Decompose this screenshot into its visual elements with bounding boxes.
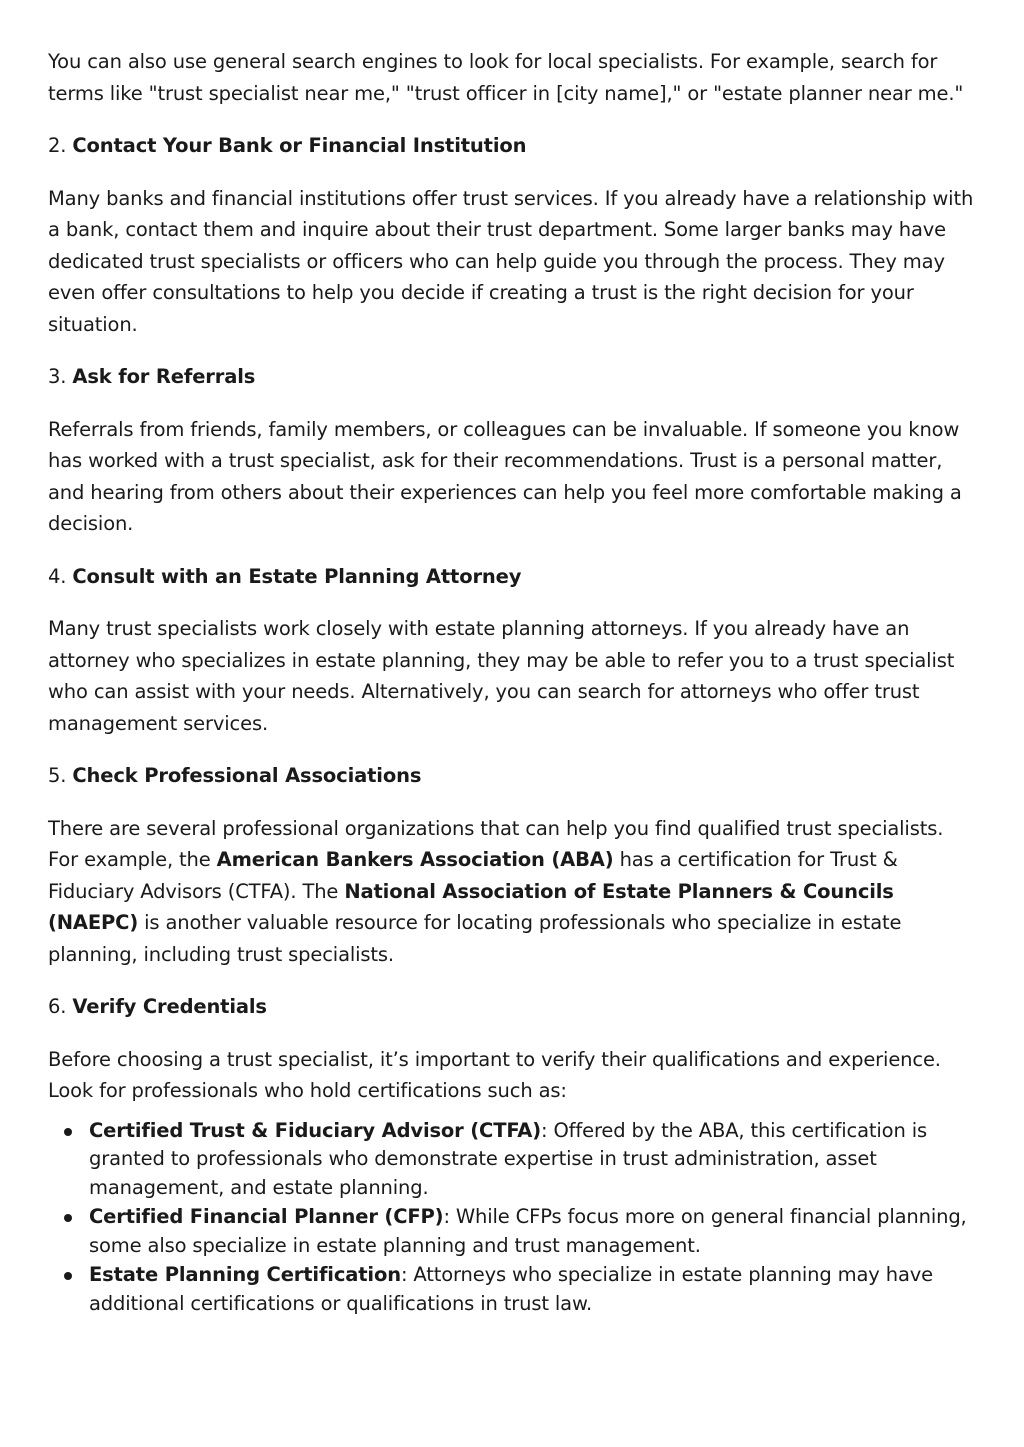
section-body-5 [48, 813, 976, 971]
certification-description: : While CFPs focus more on general financial planning, some also specialize in estate planning and trust management. [89, 1205, 967, 1257]
bullet-icon [64, 1214, 72, 1222]
body-text: has a certification for Trust & Fiduciary Advisors (CTFA). The [48, 848, 898, 903]
certification-term: Certified Trust & Fiduciary Advisor (CTFA) [89, 1118, 541, 1142]
section-heading-3 [48, 361, 976, 393]
list-item [48, 1203, 976, 1260]
list-item [48, 1261, 976, 1318]
section-body-6: Before choosing a trust specialist, it’s important to verify their qualifications and experience. Look for professionals who hold certifications such as: [48, 1047, 941, 1102]
section-number: 6. [48, 995, 67, 1018]
section-heading-4 [48, 561, 976, 593]
section-number: 3. [48, 365, 67, 388]
body-text: is another valuable resource for locating professionals who specialize in estate planning, including trust specialists. [48, 911, 902, 966]
body-text: There are several professional organizations that can help you find qualified trust specialists. For example, the [48, 816, 944, 871]
intro-paragraph: You can also use general search engines to look for local specialists. For example, search for terms like "trust specialist near me," "trust officer in [city name]," or "estate planner near me." [48, 50, 964, 105]
section-body-2: Many banks and financial institutions offer trust services. If you already have a relationship with a bank, contact them and inquire about their trust department. Some larger banks may have dedicated trust specialists or officers who can help guide you through the process. They may even offer consultations to help you decide if creating a trust is the right decision for your situation. [48, 186, 974, 336]
bullet-icon [64, 1128, 72, 1136]
bullet-icon [64, 1272, 72, 1280]
section-title: Ask for Referrals [72, 365, 256, 388]
certification-list [48, 1117, 976, 1319]
certification-description: : Offered by the ABA, this certification is granted to professionals who demonstrate expertise in trust administration, asset management, and estate planning. [89, 1118, 927, 1199]
section-body-3: Referrals from friends, family members, or colleagues can be invaluable. If someone you know has worked with a trust specialist, ask for their recommendations. Trust is a personal matter, and hearing from others about their experiences can help you feel more comfortable making a decision. [48, 417, 962, 535]
organization-name: American Bankers Association (ABA) [216, 848, 614, 871]
section-heading-2 [48, 130, 976, 162]
section-number: 2. [48, 134, 67, 157]
certification-term: Estate Planning Certification [89, 1263, 401, 1286]
section-heading-5 [48, 760, 976, 792]
section-heading-6 [48, 991, 976, 1023]
section-number: 4. [48, 564, 67, 588]
section-title: Check Professional Associations [72, 764, 422, 787]
list-item [48, 1117, 976, 1203]
section-body-4: Many trust specialists work closely with estate planning attorneys. If you already have an attorney who specializes in estate planning, they may be able to refer you to a trust specialist who can assist with your needs. Alternatively, you can search for attorneys who offer trust management services. [48, 617, 955, 735]
section-title: Contact Your Bank or Financial Institution [72, 134, 527, 157]
section-title: Verify Credentials [72, 995, 267, 1018]
certification-term: Certified Financial Planner (CFP) [89, 1205, 444, 1228]
section-title: Consult with an Estate Planning Attorney [72, 564, 522, 588]
section-number: 5. [48, 764, 67, 787]
organization-name: National Association of Estate Planners & Councils (NAEPC) [48, 879, 894, 934]
document-page [48, 46, 976, 1319]
certification-description: : Attorneys who specialize in estate planning may have additional certifications or qualifications in trust law. [89, 1263, 933, 1315]
